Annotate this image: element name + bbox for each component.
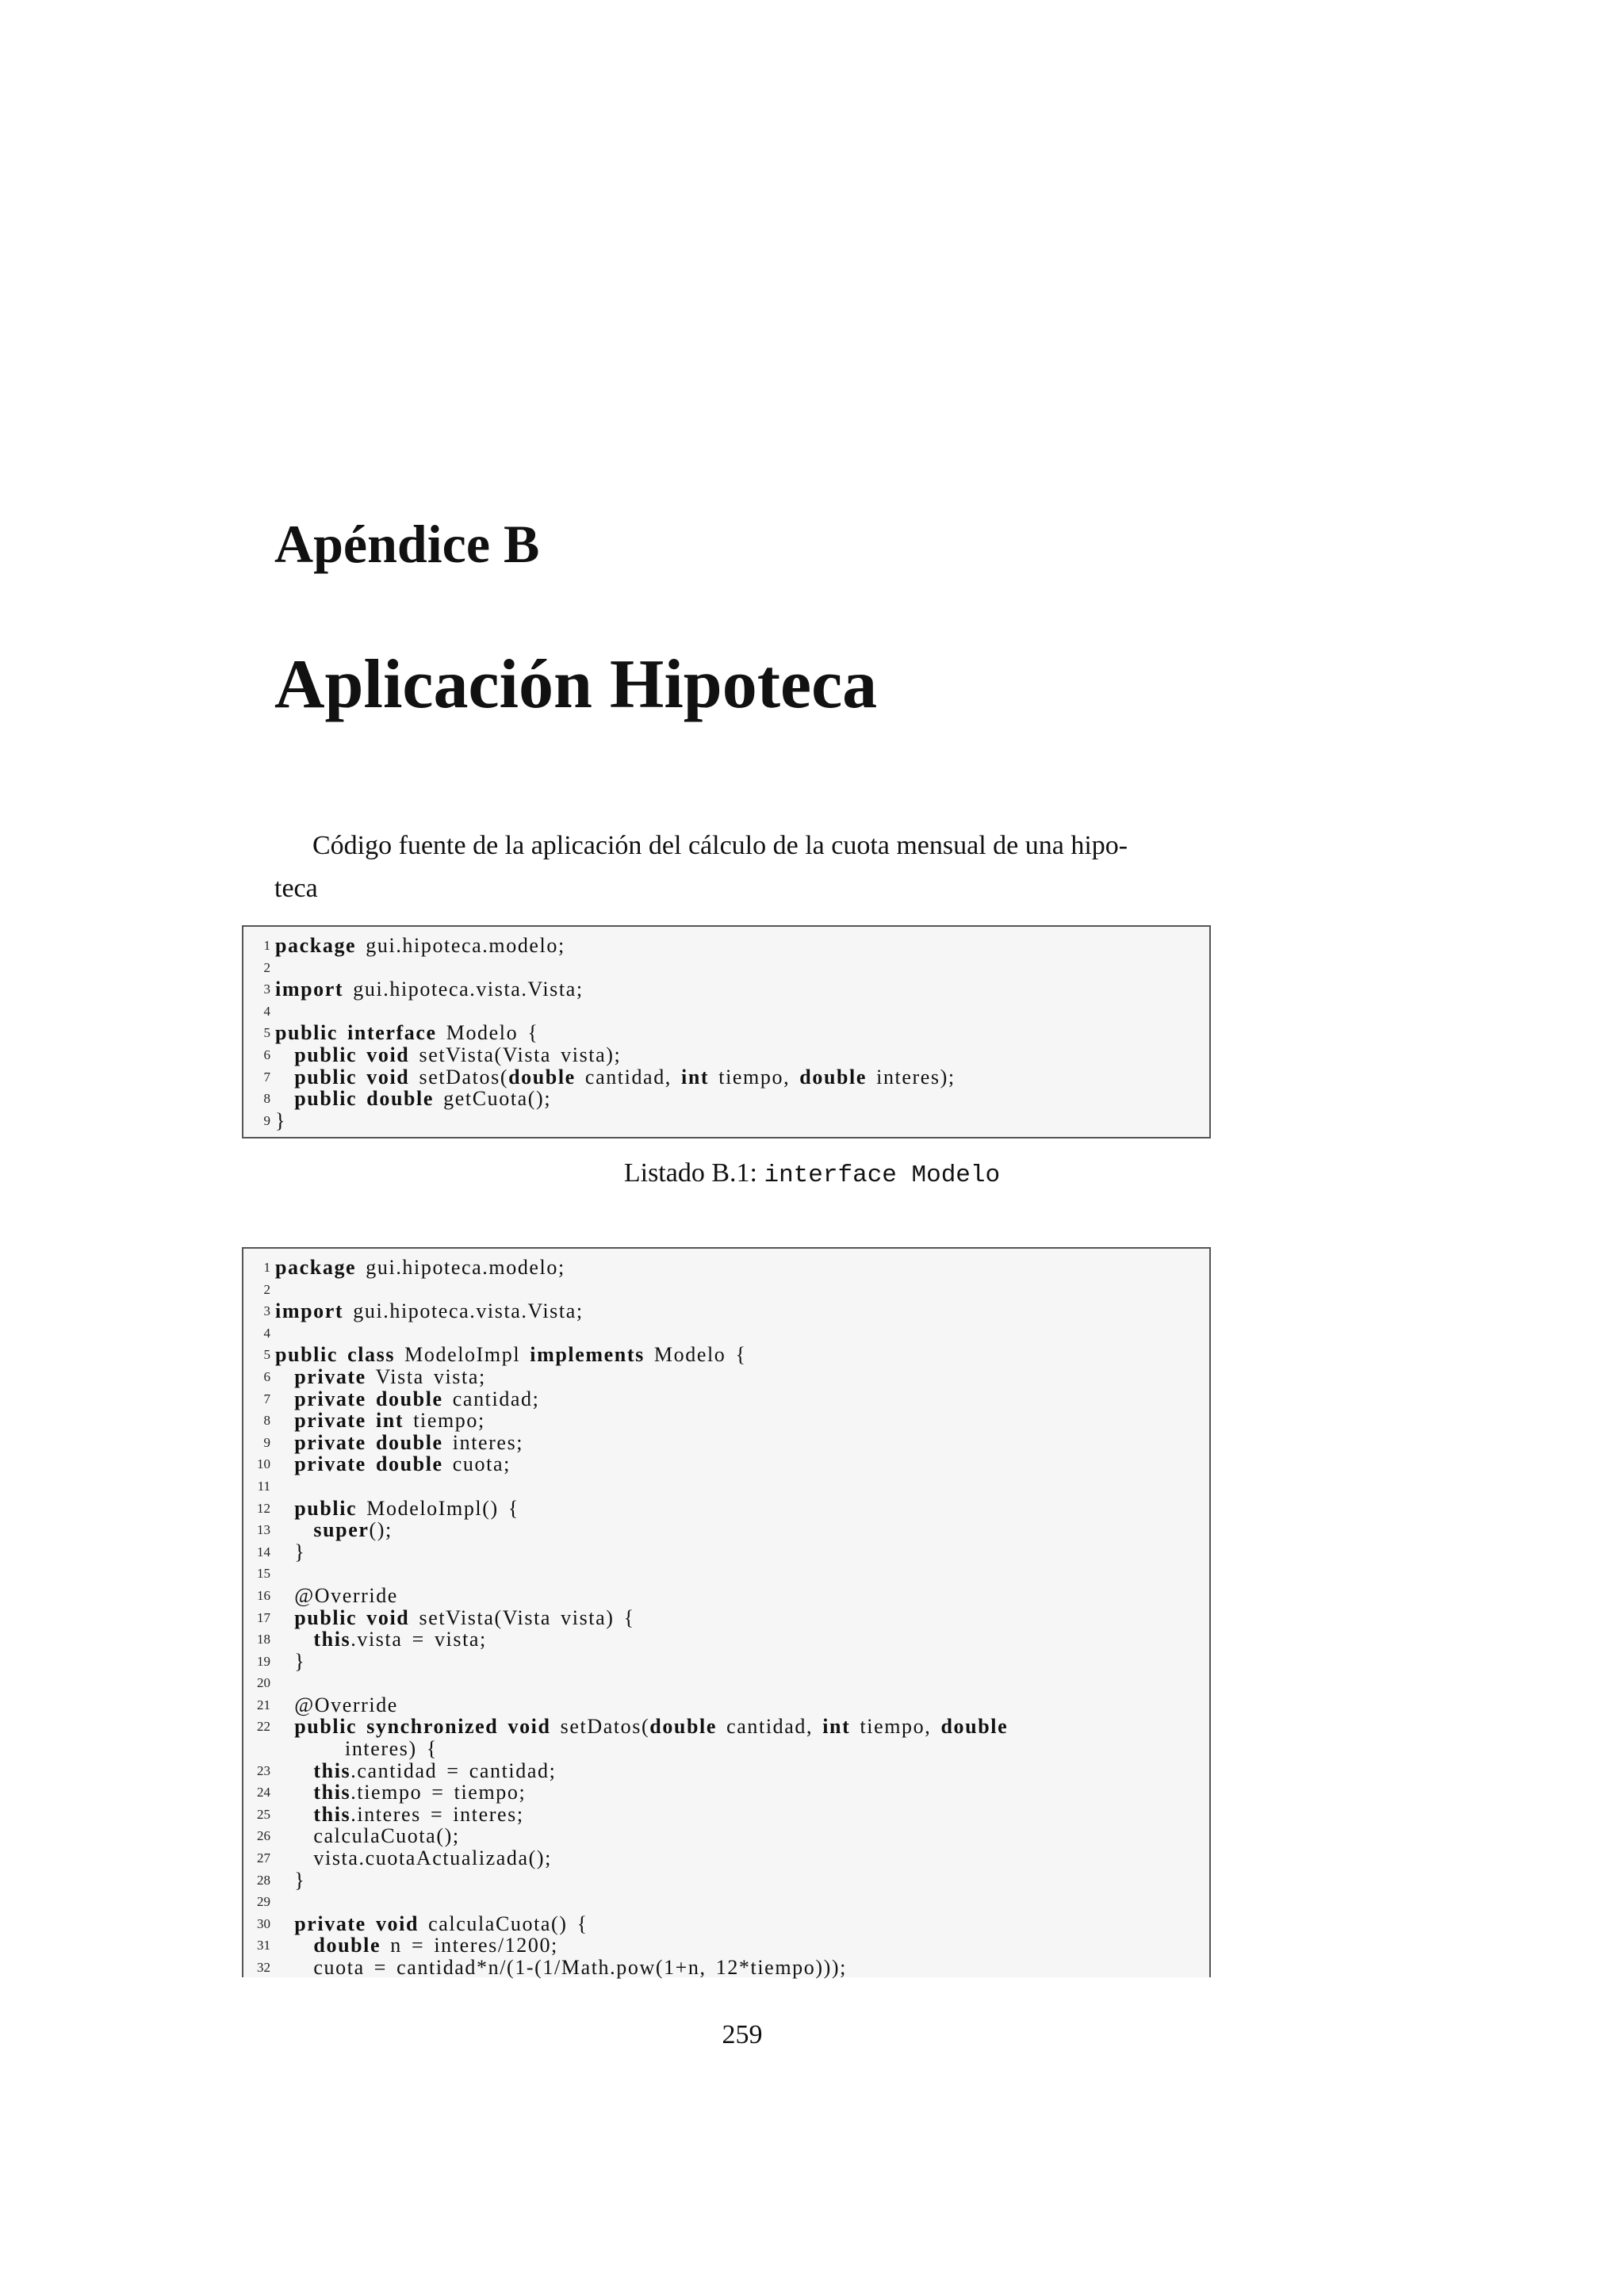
line-number: 10: [257, 1456, 270, 1472]
code-text: this.tiempo = tiempo;: [313, 1781, 527, 1804]
chapter-title: Aplicación Hipoteca: [274, 646, 878, 723]
code-text: package gui.hipoteca.modelo;: [275, 1256, 565, 1279]
chapter-label: Apéndice B: [274, 514, 540, 574]
code-line: [243, 1322, 1209, 1345]
code-text: private double interes;: [294, 1430, 524, 1454]
code-line: [243, 1825, 1209, 1847]
code-text: public void setVista(Vista vista);: [294, 1043, 622, 1066]
code-line: [243, 1738, 1209, 1760]
line-number: 1: [263, 938, 270, 953]
code-line: [243, 1088, 1209, 1110]
code-line: [243, 1453, 1209, 1475]
code-text: private double cantidad;: [294, 1387, 540, 1410]
code-line: [243, 1607, 1209, 1629]
code-line: [243, 1366, 1209, 1388]
code-line: [243, 1519, 1209, 1541]
code-line: [243, 957, 1209, 979]
line-number: 30: [257, 1915, 270, 1931]
code-line: [243, 978, 1209, 1001]
code-text: public class ModeloImpl implements Modelo {: [275, 1343, 747, 1367]
line-number: 25: [257, 1806, 270, 1822]
code-line: [243, 1694, 1209, 1716]
code-line: [243, 1781, 1209, 1804]
code-text: private int tiempo;: [294, 1409, 485, 1433]
code-text: this.vista = vista;: [313, 1628, 487, 1651]
line-number: 15: [257, 1566, 270, 1582]
line-number: 17: [257, 1609, 270, 1625]
code-line: [243, 1300, 1209, 1322]
code-text: private double cuota;: [294, 1452, 511, 1476]
intro-line-2: teca: [274, 874, 318, 903]
line-number: 12: [257, 1500, 270, 1516]
line-number: 26: [257, 1828, 270, 1844]
code-text: import gui.hipoteca.vista.Vista;: [275, 978, 584, 1001]
code-line: [243, 1475, 1209, 1498]
line-number: 2: [263, 1281, 270, 1297]
code-text: }: [275, 1540, 306, 1563]
line-number: 3: [263, 1303, 270, 1319]
listing-caption: [0, 1156, 1624, 1193]
caption-prefix: Listado B.1:: [623, 1158, 764, 1188]
code-text: public ModeloImpl() {: [294, 1496, 519, 1520]
code-line: [243, 935, 1209, 957]
code-line: [243, 1957, 1209, 1979]
code-text: package gui.hipoteca.modelo;: [275, 934, 565, 957]
line-number: 18: [257, 1632, 270, 1647]
code-text: public interface Modelo {: [275, 1021, 539, 1045]
line-number: 20: [257, 1675, 270, 1691]
line-number: 14: [257, 1544, 270, 1559]
code-line: [243, 1891, 1209, 1913]
code-line: [243, 1563, 1209, 1585]
code-line: [243, 1541, 1209, 1563]
code-text: this.interes = interes;: [313, 1802, 524, 1826]
code-line: [243, 1344, 1209, 1366]
line-number: 1: [263, 1260, 270, 1275]
code-line: [243, 1672, 1209, 1694]
line-number: 2: [263, 959, 270, 975]
line-number: 7: [263, 1069, 270, 1085]
line-number: 23: [257, 1762, 270, 1778]
line-number: 4: [263, 1325, 270, 1341]
line-number: 7: [263, 1391, 270, 1406]
line-number: 6: [263, 1368, 270, 1384]
code-line: [243, 1279, 1209, 1301]
code-text: private Vista vista;: [294, 1364, 486, 1388]
intro-paragraph: [274, 825, 1210, 910]
line-number: 27: [257, 1850, 270, 1866]
code-text: import gui.hipoteca.vista.Vista;: [275, 1299, 584, 1323]
code-line: [243, 1913, 1209, 1935]
code-line: [243, 1022, 1209, 1044]
code-line: [243, 1498, 1209, 1520]
code-text: @Override: [275, 1693, 398, 1716]
line-number: 22: [257, 1719, 270, 1735]
code-text: vista.cuotaActualizada();: [275, 1846, 552, 1870]
code-line: [243, 1934, 1209, 1957]
code-line: [243, 1760, 1209, 1782]
code-listing-modeloimpl: [242, 1247, 1211, 1977]
line-number: 5: [263, 1025, 270, 1041]
code-line: [243, 1716, 1209, 1738]
code-text: public void setDatos(double cantidad, int tiempo, double interes);: [294, 1065, 956, 1089]
code-text: }: [275, 1108, 287, 1132]
code-line: [243, 1001, 1209, 1023]
code-text: public synchronized void setDatos(double cantidad, int tiempo, double: [294, 1715, 1009, 1739]
line-number: 9: [263, 1434, 270, 1450]
code-line: [243, 1628, 1209, 1651]
line-number: 19: [257, 1653, 270, 1669]
line-number: 4: [263, 1003, 270, 1019]
code-text: interes) {: [345, 1737, 438, 1761]
line-number: 8: [263, 1091, 270, 1107]
code-text: calculaCuota();: [275, 1824, 460, 1848]
code-line: [243, 1257, 1209, 1279]
code-text: }: [275, 1868, 306, 1892]
code-text: double n = interes/1200;: [313, 1934, 558, 1957]
code-line: [243, 1388, 1209, 1410]
code-text: private void calculaCuota() {: [294, 1911, 588, 1935]
line-number: 5: [263, 1347, 270, 1363]
line-number: 16: [257, 1587, 270, 1603]
code-listing-modelo: [242, 925, 1211, 1138]
line-number: 21: [257, 1697, 270, 1712]
code-line: [243, 1432, 1209, 1454]
code-line: [243, 1804, 1209, 1826]
line-number: 28: [257, 1872, 270, 1888]
code-text: @Override: [275, 1583, 398, 1607]
line-number: 31: [257, 1938, 270, 1954]
code-line: [243, 1869, 1209, 1892]
line-number: 3: [263, 982, 270, 997]
line-number: 11: [257, 1478, 270, 1494]
line-number: 29: [257, 1894, 270, 1910]
caption-code: interface Modelo: [764, 1161, 1001, 1189]
code-line: [243, 1651, 1209, 1673]
code-line: [243, 1410, 1209, 1432]
code-text: super();: [313, 1518, 393, 1542]
code-line: [243, 1110, 1209, 1132]
code-line: [243, 1585, 1209, 1607]
code-line: [243, 1044, 1209, 1066]
line-number: 24: [257, 1785, 270, 1800]
page-number: 259: [722, 2020, 763, 2049]
line-number: 9: [263, 1112, 270, 1128]
code-text: this.cantidad = cantidad;: [313, 1758, 557, 1782]
code-text: public double getCuota();: [294, 1087, 552, 1111]
line-number: 32: [257, 1960, 270, 1975]
code-line: [243, 1847, 1209, 1869]
code-line: [243, 1066, 1209, 1089]
code-text: cuota = cantidad*n/(1-(1/Math.pow(1+n, 12*tiempo)));: [275, 1956, 847, 1979]
line-number: 6: [263, 1047, 270, 1062]
code-text: }: [275, 1649, 306, 1673]
line-number: 8: [263, 1413, 270, 1429]
intro-line-1: Código fuente de la aplicación del cálculo de la cuota mensual de una hipo-: [312, 831, 1128, 860]
code-text: public void setVista(Vista vista) {: [294, 1605, 635, 1629]
line-number: 13: [257, 1522, 270, 1538]
